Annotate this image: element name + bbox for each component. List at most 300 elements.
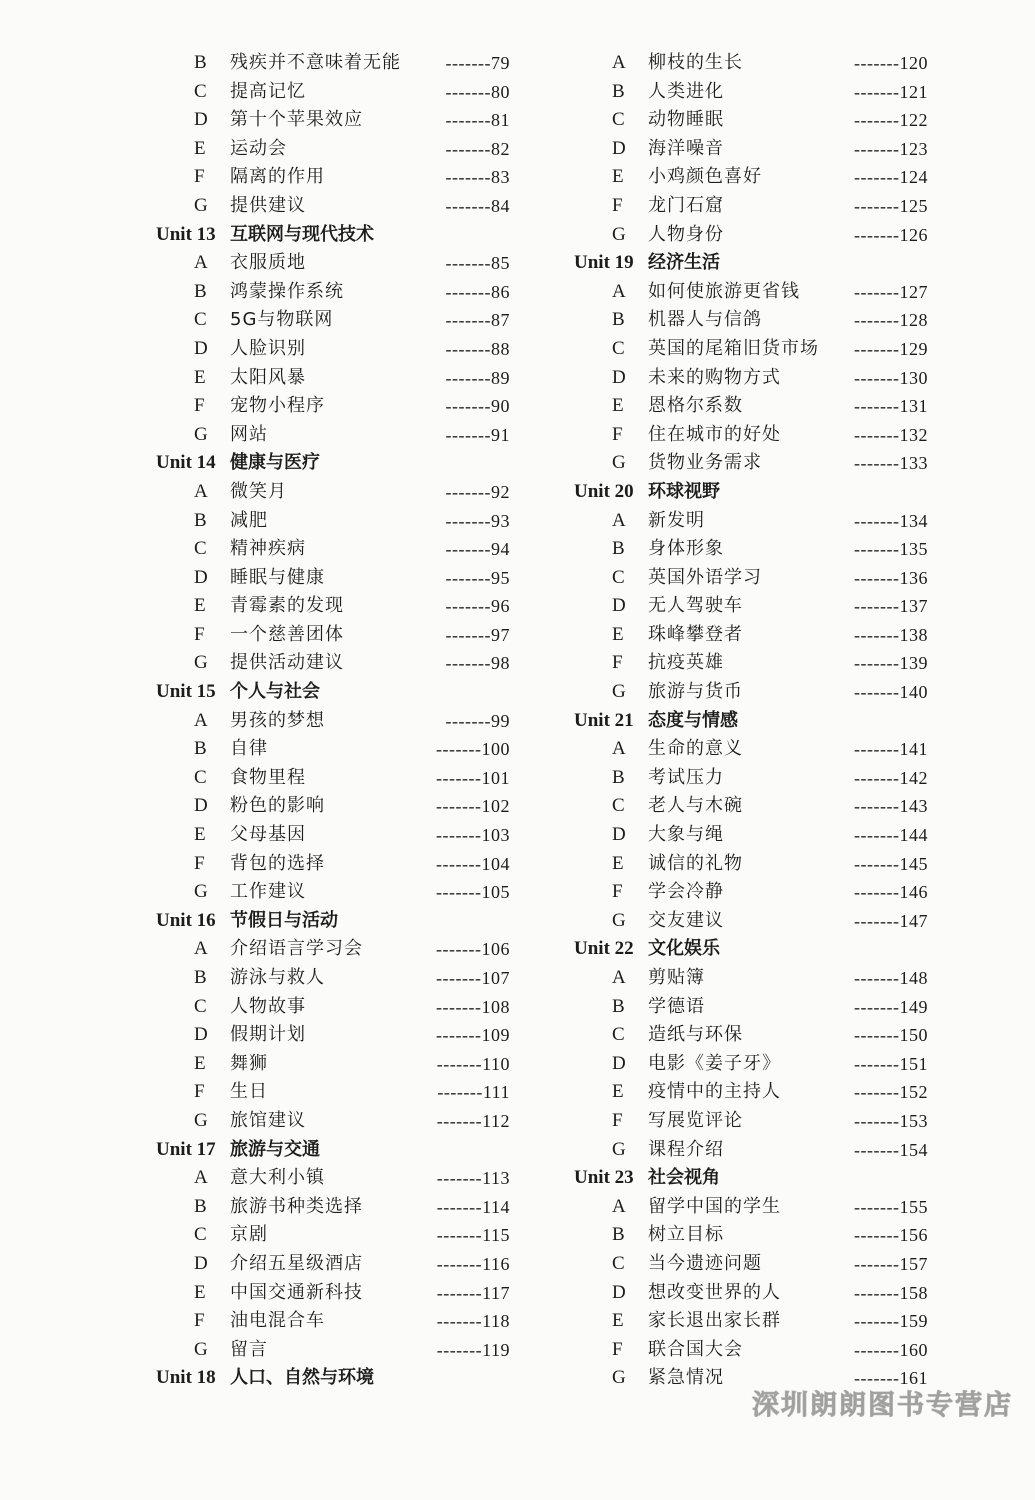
entry-title: 中国交通新科技 [230,1281,363,1303]
entry-letter: F [194,623,205,645]
entry-page-number: -------104 [436,853,510,874]
entry-letter: D [194,337,208,359]
toc-entry [150,1279,520,1308]
entry-title: 疫情中的主持人 [648,1081,781,1103]
entry-letter: A [194,938,208,960]
toc-entry [150,935,520,964]
entry-page-number: -------83 [445,167,510,188]
entry-title: 提高记忆 [230,80,306,102]
entry-letter: G [612,223,626,245]
entry-page-number: -------134 [854,510,928,531]
entry-letter: A [612,52,626,73]
entry-page-number: -------96 [445,596,510,617]
toc-entry [568,878,938,907]
entry-title: 大象与绳 [648,824,724,846]
entry-letter: F [194,852,205,874]
unit-title: 文化娱乐 [648,938,720,960]
entry-letter: B [194,509,207,531]
entry-page-number: -------130 [854,367,928,388]
entry-title: 提供活动建议 [230,652,344,674]
toc-entry [568,1336,938,1365]
entry-letter: A [612,1195,626,1217]
unit-number: Unit 16 [156,909,216,931]
toc-entry [150,1164,520,1193]
toc-entry [150,278,520,307]
toc-entry [568,678,938,707]
entry-title: 恩格尔系数 [648,395,743,417]
entry-page-number: -------122 [854,110,928,131]
entry-letter: F [194,1081,205,1103]
entry-title: 旅游书种类选择 [230,1195,363,1217]
entry-page-number: -------89 [445,367,510,388]
entry-title: 生日 [230,1081,268,1103]
toc-entry [150,993,520,1022]
toc-right-column [568,49,938,1393]
entry-title: 身体形象 [648,538,724,560]
entry-letter: D [194,1252,208,1274]
entry-page-number: -------111 [437,1082,510,1103]
toc-entry [150,1078,520,1107]
entry-page-number: -------106 [436,939,510,960]
entry-page-number: -------92 [445,481,510,502]
entry-title: 柳枝的生长 [648,52,743,73]
entry-title: 机器人与信鸽 [648,309,762,331]
entry-letter: G [194,423,208,445]
toc-entry [150,106,520,135]
toc-entry [568,564,938,593]
entry-page-number: -------146 [854,882,928,903]
entry-title: 造纸与环保 [648,1024,743,1046]
entry-page-number: -------138 [854,624,928,645]
unit-number: Unit 14 [156,452,216,474]
entry-page-number: -------112 [436,1110,510,1131]
entry-title: 男孩的梦想 [230,709,325,731]
entry-page-number: -------95 [445,567,510,588]
unit-number: Unit 23 [574,1167,634,1189]
entry-page-number: -------90 [445,396,510,417]
entry-title: 写展览评论 [648,1109,743,1131]
entry-title: 龙门石窟 [648,194,724,216]
entry-title: 如何使旅游更省钱 [648,280,800,302]
entry-title: 珠峰攀登者 [648,623,743,645]
entry-page-number: -------157 [854,1253,928,1274]
entry-page-number: -------115 [436,1225,510,1246]
entry-page-number: -------139 [854,653,928,674]
entry-title: 油电混合车 [230,1310,325,1332]
store-watermark: 深圳朗朗图书专营店 [752,1390,1013,1421]
toc-entry [568,621,938,650]
entry-letter: D [612,137,626,159]
entry-letter: D [612,1052,626,1074]
entry-title: 海洋噪音 [648,137,724,159]
entry-title: 人类进化 [648,80,724,102]
entry-title: 减肥 [230,509,268,531]
unit-number: Unit 18 [156,1367,216,1389]
entry-letter: F [194,166,205,188]
entry-title: 一个慈善团体 [230,623,344,645]
entry-title: 精神疾病 [230,538,306,560]
toc-entry [568,449,938,478]
entry-title: 家长退出家长群 [648,1310,781,1332]
entry-title: 住在城市的好处 [648,423,781,445]
toc-entry [568,535,938,564]
unit-number: Unit 13 [156,223,216,245]
entry-page-number: -------93 [445,510,510,531]
entry-letter: E [194,1281,206,1303]
unit-heading [150,678,520,707]
entry-title: 宠物小程序 [230,395,325,417]
entry-title: 京剧 [230,1224,268,1246]
toc-entry [150,49,520,78]
toc-entry [150,535,520,564]
unit-title: 社会视角 [648,1167,720,1189]
toc-entry [150,1021,520,1050]
entry-letter: G [612,909,626,931]
entry-title: 介绍五星级酒店 [230,1252,363,1274]
entry-page-number: -------82 [445,138,510,159]
entry-title: 微笑月 [230,480,287,502]
entry-page-number: -------133 [854,453,928,474]
entry-title: 留言 [230,1338,268,1360]
toc-entry [150,649,520,678]
toc-entry [568,135,938,164]
toc-entry [568,1021,938,1050]
unit-number: Unit 17 [156,1138,216,1160]
entry-page-number: -------143 [854,796,928,817]
entry-page-number: -------94 [445,539,510,560]
entry-letter: E [612,1081,624,1103]
entry-page-number: -------128 [854,310,928,331]
entry-title: 网站 [230,423,268,445]
entry-page-number: -------131 [854,396,928,417]
entry-letter: B [612,80,625,102]
entry-title: 诚信的礼物 [648,852,743,874]
toc-entry [150,192,520,221]
entry-letter: C [612,337,625,359]
entry-page-number: -------123 [854,138,928,159]
entry-letter: D [194,1024,208,1046]
entry-title: 残疾并不意味着无能 [230,52,401,73]
entry-letter: G [612,1367,626,1389]
toc-entry [568,1193,938,1222]
entry-page-number: -------85 [445,253,510,274]
toc-entry [150,1307,520,1336]
entry-title: 交友建议 [648,909,724,931]
entry-letter: F [612,194,623,216]
entry-title: 运动会 [230,137,287,159]
entry-title: 人脸识别 [230,337,306,359]
toc-entry [568,335,938,364]
entry-page-number: -------116 [436,1253,510,1274]
entry-letter: C [194,995,207,1017]
entry-letter: D [612,1281,626,1303]
entry-page-number: -------142 [854,767,928,788]
entry-page-number: -------159 [854,1311,928,1332]
entry-page-number: -------145 [854,853,928,874]
entry-letter: C [612,1024,625,1046]
toc-entry [568,306,938,335]
entry-letter: A [612,967,626,988]
entry-title: 睡眠与健康 [230,566,325,588]
entry-letter: A [612,280,626,302]
entry-letter: F [612,1109,623,1131]
toc-entry [568,221,938,250]
toc-entry [568,192,938,221]
unit-heading [568,478,938,507]
entry-page-number: -------113 [436,1168,510,1189]
toc-entry [568,764,938,793]
entry-letter: C [194,80,207,102]
toc-entry [568,1078,938,1107]
toc-entry [568,421,938,450]
entry-page-number: -------103 [436,825,510,846]
entry-letter: C [612,109,625,131]
entry-page-number: -------126 [854,224,928,245]
entry-letter: G [194,652,208,674]
entry-letter: D [194,566,208,588]
toc-entry [150,735,520,764]
entry-title: 衣服质地 [230,252,306,274]
unit-title: 个人与社会 [230,681,320,703]
entry-letter: B [194,738,207,760]
entry-page-number: -------140 [854,682,928,703]
entry-page-number: -------136 [854,567,928,588]
entry-page-number: -------147 [854,910,928,931]
unit-heading [568,1164,938,1193]
entry-title: 课程介绍 [648,1138,724,1160]
entry-title: 老人与木碗 [648,795,743,817]
toc-entry [568,735,938,764]
unit-number: Unit 19 [574,252,634,274]
entry-title: 自律 [230,738,268,760]
entry-letter: B [194,967,207,988]
entry-page-number: -------119 [436,1339,510,1360]
entry-letter: A [194,480,208,502]
entry-page-number: -------100 [436,739,510,760]
entry-page-number: -------151 [854,1053,928,1074]
entry-page-number: -------160 [854,1339,928,1360]
unit-heading [568,935,938,964]
entry-page-number: -------144 [854,825,928,846]
entry-page-number: -------86 [445,281,510,302]
entry-page-number: -------158 [854,1282,928,1303]
entry-page-number: -------118 [436,1311,510,1332]
entry-title: 未来的购物方式 [648,366,781,388]
unit-heading [150,1364,520,1393]
entry-title: 英国的尾箱旧货市场 [648,337,819,359]
toc-entry [150,249,520,278]
toc-entry [568,649,938,678]
toc-entry [568,1307,938,1336]
entry-title: 青霉素的发现 [230,595,344,617]
toc-entry [150,478,520,507]
toc-entry [568,1107,938,1136]
entry-title: 学会冷静 [648,881,724,903]
entry-title: 考试压力 [648,766,724,788]
entry-page-number: -------137 [854,596,928,617]
entry-letter: C [194,538,207,560]
entry-page-number: -------154 [854,1139,928,1160]
entry-title: 联合国大会 [648,1338,743,1360]
entry-letter: E [612,166,624,188]
toc-entry [568,907,938,936]
entry-page-number: -------150 [854,1025,928,1046]
entry-letter: B [612,309,625,331]
toc-entry [568,49,938,78]
entry-title: 小鸡颜色喜好 [648,166,762,188]
entry-title: 抗疫英雄 [648,652,724,674]
entry-page-number: -------125 [854,195,928,216]
toc-entry [568,364,938,393]
entry-title: 想改变世界的人 [648,1281,781,1303]
entry-title: 人物身份 [648,223,724,245]
entry-letter: A [194,1167,208,1189]
toc-entry [568,163,938,192]
toc-entry [150,421,520,450]
unit-heading [568,707,938,736]
unit-title: 人口、自然与环境 [230,1367,374,1389]
unit-number: Unit 22 [574,938,634,960]
entry-page-number: -------105 [436,882,510,903]
entry-letter: E [612,852,624,874]
entry-title: 游泳与救人 [230,967,325,988]
toc-entry [150,564,520,593]
entry-letter: E [194,366,206,388]
entry-letter: G [194,1109,208,1131]
toc-entry [150,392,520,421]
entry-letter: C [194,1224,207,1246]
toc-entry [150,621,520,650]
entry-page-number: -------88 [445,338,510,359]
toc-entry [150,878,520,907]
entry-title: 学德语 [648,995,705,1017]
entry-page-number: -------99 [445,710,510,731]
entry-letter: F [612,652,623,674]
toc-entry [568,1050,938,1079]
entry-title: 食物里程 [230,766,306,788]
entry-page-number: -------148 [854,968,928,988]
toc-entry [568,993,938,1022]
toc-entry [568,507,938,536]
entry-page-number: -------127 [854,281,928,302]
unit-title: 环球视野 [648,480,720,502]
entry-title: 工作建议 [230,881,306,903]
toc-entry [150,1193,520,1222]
entry-title: 留学中国的学生 [648,1195,781,1217]
entry-title: 当今遗迹问题 [648,1252,762,1274]
entry-letter: D [194,109,208,131]
entry-letter: B [194,1195,207,1217]
entry-title: 旅游与货币 [648,681,743,703]
entry-page-number: -------135 [854,539,928,560]
entry-title: 5G与物联网 [230,309,334,331]
entry-page-number: -------97 [445,624,510,645]
entry-page-number: -------152 [854,1082,928,1103]
entry-title: 英国外语学习 [648,566,762,588]
entry-page-number: -------114 [436,1196,510,1217]
entry-title: 背包的选择 [230,852,325,874]
unit-number: Unit 15 [156,681,216,703]
entry-letter: F [612,423,623,445]
entry-letter: G [194,881,208,903]
entry-letter: C [612,1252,625,1274]
entry-page-number: -------84 [445,195,510,216]
entry-page-number: -------80 [445,81,510,102]
unit-title: 健康与医疗 [230,452,320,474]
toc-entry [150,792,520,821]
entry-letter: A [194,252,208,274]
entry-page-number: -------149 [854,996,928,1017]
entry-page-number: -------109 [436,1025,510,1046]
entry-page-number: -------108 [436,996,510,1017]
entry-letter: B [194,280,207,302]
entry-letter: G [194,1338,208,1360]
toc-entry [568,850,938,879]
entry-page-number: -------98 [445,653,510,674]
entry-letter: B [194,52,207,73]
entry-title: 剪贴簿 [648,967,705,988]
toc-entry [150,1250,520,1279]
unit-number: Unit 20 [574,480,634,502]
entry-title: 第十个苹果效应 [230,109,363,131]
entry-page-number: -------121 [854,81,928,102]
entry-letter: F [194,1310,205,1332]
entry-letter: B [612,766,625,788]
unit-heading [150,221,520,250]
unit-heading [150,1136,520,1165]
entry-letter: D [194,795,208,817]
entry-title: 太阳风暴 [230,366,306,388]
entry-title: 介绍语言学习会 [230,938,363,960]
toc-entry [150,78,520,107]
entry-page-number: -------120 [854,53,928,73]
unit-title: 经济生活 [648,252,720,274]
toc-entry [150,1221,520,1250]
entry-title: 粉色的影响 [230,795,325,817]
toc-entry [568,1221,938,1250]
entry-letter: E [612,623,624,645]
entry-letter: B [612,538,625,560]
entry-title: 父母基因 [230,824,306,846]
unit-heading [568,249,938,278]
entry-page-number: -------87 [445,310,510,331]
entry-title: 无人驾驶车 [648,595,743,617]
toc-entry [568,792,938,821]
entry-letter: E [194,595,206,617]
entry-title: 紧急情况 [648,1367,724,1389]
entry-title: 意大利小镇 [230,1167,325,1189]
entry-page-number: -------110 [436,1053,510,1074]
toc-entry [150,306,520,335]
toc-entry [150,335,520,364]
toc-entry [568,106,938,135]
entry-letter: F [612,881,623,903]
entry-title: 旅馆建议 [230,1109,306,1131]
entry-title: 鸿蒙操作系统 [230,280,344,302]
entry-page-number: -------102 [436,796,510,817]
unit-heading [150,449,520,478]
entry-letter: A [612,738,626,760]
entry-letter: D [612,595,626,617]
toc-entry [568,821,938,850]
toc-entry [150,964,520,993]
unit-number: Unit 21 [574,709,634,731]
toc-entry [150,163,520,192]
toc-entry [150,764,520,793]
toc-entry [150,507,520,536]
entry-page-number: -------117 [436,1282,510,1303]
entry-letter: G [612,452,626,474]
